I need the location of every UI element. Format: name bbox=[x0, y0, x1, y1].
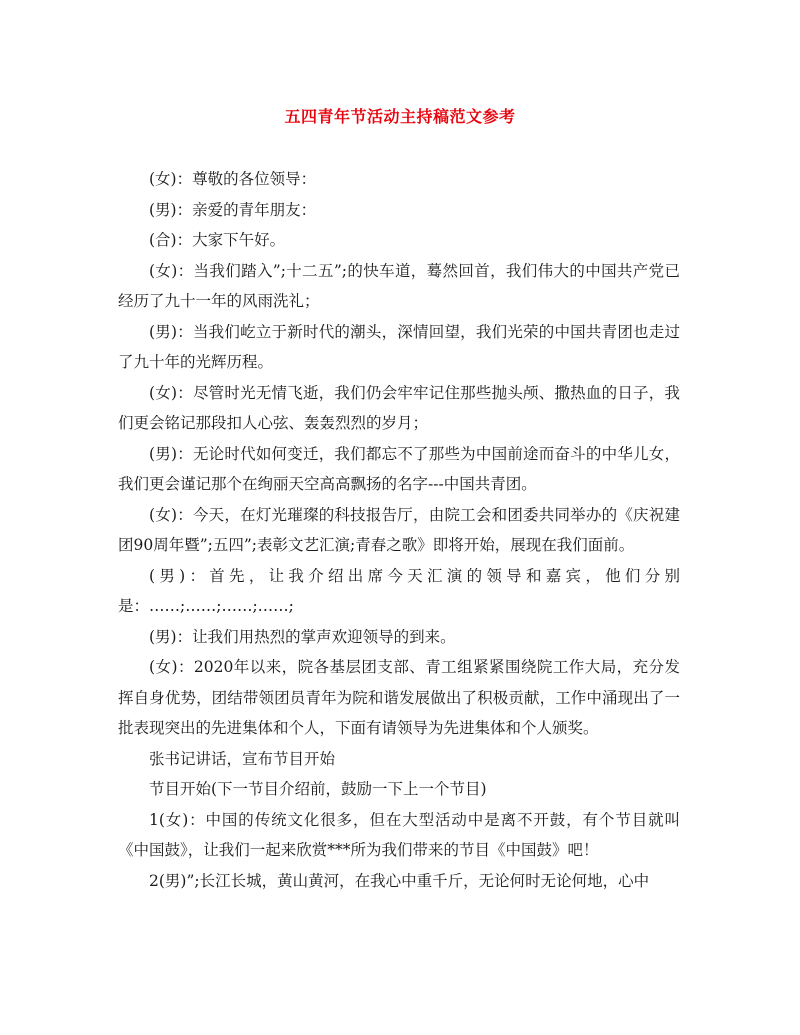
paragraph: (男)：让我们用热烈的掌声欢迎领导的到来。 bbox=[149, 627, 456, 646]
paragraph: 张书记讲话，宣布节目开始 bbox=[149, 749, 336, 768]
paragraph: 1(女)：中国的传统文化很多，但在大型活动中是离不开鼓，有个节目就叫《中国鼓》，让我们一起来欣赏***所为我们带来的节目《中国鼓》吧！ bbox=[118, 810, 680, 859]
paragraph: (女)：尊敬的各位领导： bbox=[149, 170, 317, 188]
paragraph: (女)：当我们踏入”;十二五”;的快车道，蓦然回首，我们伟大的中国共产党已经历了九十一年的风雨洗礼； bbox=[118, 261, 680, 310]
document-title: 五四青年节活动主持稿范文参考 bbox=[284, 107, 516, 126]
paragraph: 节目开始(下一节目介绍前，鼓励一下上一个节目) bbox=[149, 780, 487, 798]
paragraph: (女)：尽管时光无情飞逝，我们仍会牢牢记住那些抛头颅、撒热血的日子，我们更会铭记那段扣人心弦、轰轰烈烈的岁月； bbox=[118, 383, 680, 432]
paragraph: (女)：今天，在灯光璀璨的科技报告厅，由院工会和团委共同举办的《庆祝建团90周年暨”;五四”;表彰文艺汇演;青春之歌》即将开始，展现在我们面前。 bbox=[118, 505, 680, 554]
paragraph: (男)：当我们屹立于新时代的潮头，深情回望，我们光荣的中国共青团也走过了九十年的光辉历程。 bbox=[118, 322, 680, 371]
document-body bbox=[118, 164, 680, 896]
paragraph: (男)：无论时代如何变迁，我们都忘不了那些为中国前途而奋斗的中华儿女，我们更会谨记那个在绚丽天空高高飘扬的名字---中国共青团。 bbox=[118, 444, 680, 493]
paragraph: (男)：亲爱的青年朋友： bbox=[149, 200, 317, 219]
paragraph: 2(男)”;长江长城，黄山黄河，在我心中重千斤，无论何时无论何地，心中 bbox=[149, 871, 650, 890]
paragraph: (男)：首先，让我介绍出席今天汇演的领导和嘉宾，他们分别是：……;……;……;……; bbox=[118, 566, 680, 615]
paragraph: (合)：大家下午好。 bbox=[149, 231, 286, 249]
paragraph: (女)：2020年以来，院各基层团支部、青工组紧紧围绕院工作大局，充分发挥自身优势，团结带领团员青年为院和谐发展做出了积极贡献，工作中涌现出了一批表现突出的先进集体和个人，下面有请领导为先进集体和个人颁奖。 bbox=[118, 658, 680, 737]
